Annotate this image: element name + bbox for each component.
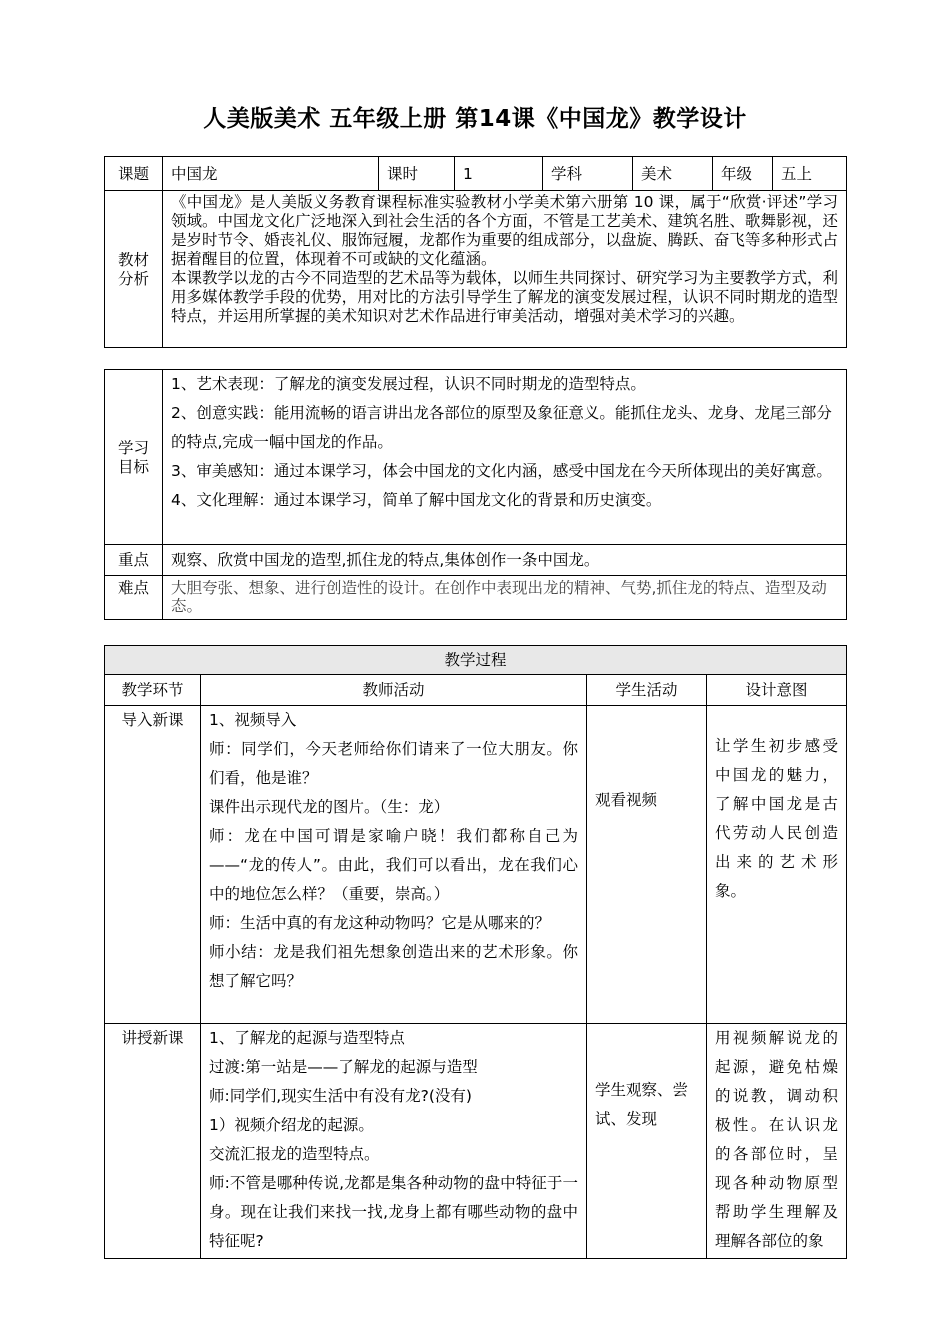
objective-item: 1、艺术表现：了解龙的演变发展过程，认识不同时期龙的造型特点。: [171, 375, 646, 393]
objective-item: 3、审美感知：通过本课学习，体会中国龙的文化内涵，感受中国龙在今天所体现出的美好寓意。: [171, 462, 832, 480]
difficulty-label: 难点: [105, 576, 163, 620]
teacher-line: 师：龙在中国可谓是家喻户晓！我们都称自己为——“龙的传人”。由此，我们可以看出，龙在我们心中的地位怎么样？（重要，崇高。）: [209, 827, 578, 903]
grade-label: 年级: [713, 157, 773, 191]
process-title: 教学过程: [105, 646, 847, 675]
key-point-label: 重点: [105, 545, 163, 576]
teacher-line: 师小结：龙是我们祖先想象创造出来的艺术形象。你想了解它吗？: [209, 943, 578, 990]
analysis-paragraph: 本课教学以龙的古今不同造型的艺术品等为载体，以师生共同探讨、研究学习为主要教学方式，利用多媒体教学手段的优势，用对比的方法引导学生了解龙的演变发展过程，认识不同时期龙的造型特点，并运用所掌握的美术知识对艺术作品进行审美活动，增强对美术学习的兴趣。: [171, 269, 838, 325]
topic-label: 课题: [105, 157, 163, 191]
teacher-line: 师：生活中真的有龙这种动物吗？它是从哪来的？: [209, 914, 551, 932]
teacher-line: 师：同学们，今天老师给你们请来了一位大朋友。你们看，他是谁？: [209, 740, 578, 787]
page-title: 人美版美术 五年级上册 第14课《中国龙》教学设计: [203, 106, 747, 132]
subject-label: 学科: [543, 157, 633, 191]
teacher-line: 1）视频介绍龙的起源。: [209, 1116, 374, 1134]
stage-cell: 讲授新课: [105, 1024, 201, 1259]
teacher-line: 1、了解龙的起源与造型特点: [209, 1029, 405, 1047]
student-cell: 观看视频: [587, 706, 707, 1024]
header-student: 学生活动: [587, 675, 707, 706]
teacher-line: 1、视频导入: [209, 711, 297, 729]
analysis-label: 教材 分析: [105, 191, 163, 348]
student-cell: 学生观察、尝试、发现: [587, 1024, 707, 1259]
stage-cell: 导入新课: [105, 706, 201, 1024]
objectives-list: [163, 370, 847, 545]
subject-value: 美术: [633, 157, 713, 191]
hours-label: 课时: [379, 157, 455, 191]
header-intent: 设计意图: [707, 675, 847, 706]
process-table: [104, 645, 847, 1259]
key-point: 观察、欣赏中国龙的造型,抓住龙的特点,集体创作一条中国龙。: [163, 545, 847, 576]
teacher-line: 师:不管是哪种传说,龙都是集各种动物的盘中特征于一身。现在让我们来找一找,龙身上都有哪些动物的盘中特征呢?: [209, 1174, 578, 1250]
table-row: [105, 706, 847, 1024]
teacher-line: 师:同学们,现实生活中有没有龙?(没有): [209, 1087, 472, 1105]
header-teacher: 教师活动: [201, 675, 587, 706]
topic-value: 中国龙: [163, 157, 379, 191]
objectives-table: [104, 369, 847, 620]
teacher-line: 交流汇报龙的造型特点。: [209, 1145, 380, 1163]
objectives-label: 学习 目标: [105, 370, 163, 545]
course-info-table: [104, 156, 847, 348]
teacher-cell: [201, 706, 587, 1024]
teacher-line: 课件出示现代龙的图片。（生：龙）: [209, 798, 450, 816]
table-row: [105, 1024, 847, 1259]
analysis-content: [163, 191, 847, 348]
teacher-line: 过渡:第一站是——了解龙的起源与造型: [209, 1058, 478, 1076]
hours-value: 1: [455, 157, 543, 191]
intent-cell: 用视频解说龙的起源，避免枯燥的说教，调动积极性。在认识龙的各部位时，呈现各种动物原型帮助学生理解及理解各部位的象: [707, 1024, 847, 1259]
difficulty-point: 大胆夸张、想象、进行创造性的设计。在创作中表现出龙的精神、气势,抓住龙的特点、造型及动态。: [163, 576, 847, 620]
teacher-cell: [201, 1024, 587, 1259]
header-stage: 教学环节: [105, 675, 201, 706]
objective-item: 2、创意实践：能用流畅的语言讲出龙各部位的原型及象征意义。能抓住龙头、龙身、龙尾三部分的特点,完成一幅中国龙的作品。: [171, 404, 832, 451]
objective-item: 4、文化理解：通过本课学习，简单了解中国龙文化的背景和历史演变。: [171, 491, 662, 509]
grade-value: 五上: [773, 157, 847, 191]
analysis-paragraph: 《中国龙》是人美版义务教育课程标准实验教材小学美术第六册第 10 课，属于“欣赏·评述”学习领域。中国龙文化广泛地深入到社会生活的各个方面，不管是工艺美术、建筑名胜、歌舞影视，还是岁时节令、婚丧礼仪、服饰冠履，龙都作为重要的组成部分，以盘旋、腾跃、奋飞等多种形式占据着醒目的位置，体现着不可或缺的文化蕴涵。: [171, 193, 838, 268]
intent-cell: 让学生初步感受中国龙的魅力，了解中国龙是古代劳动人民创造出来的艺术形象。: [707, 706, 847, 1024]
